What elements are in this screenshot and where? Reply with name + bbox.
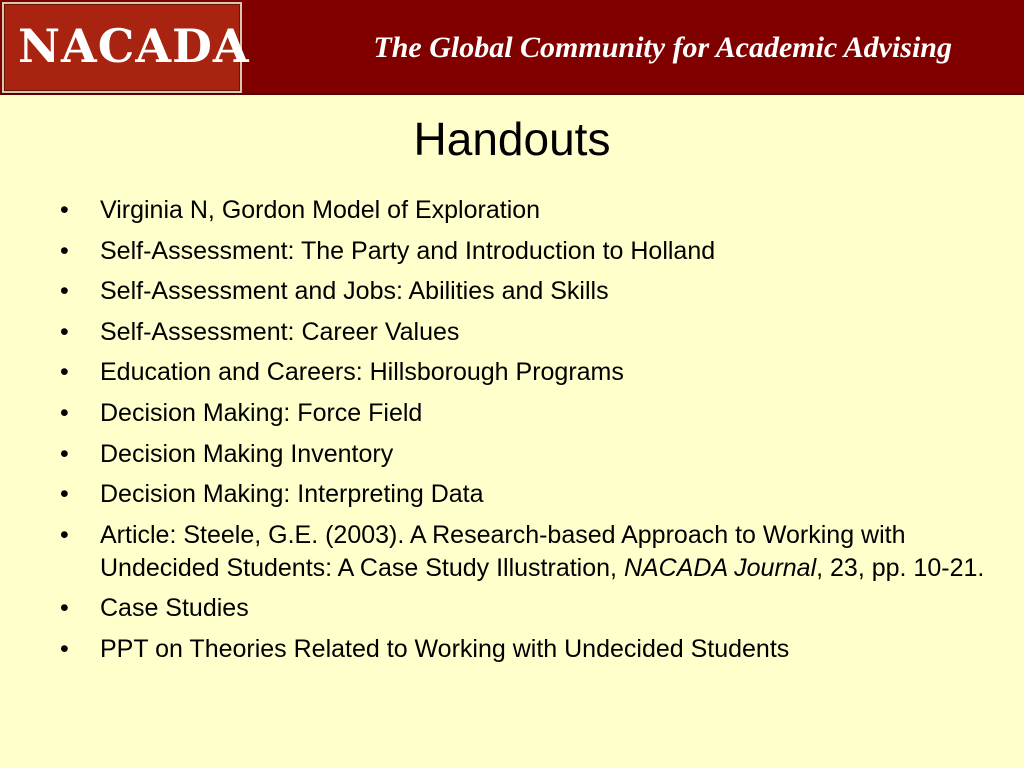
bullet-icon: • <box>60 634 69 663</box>
handout-item-text: Decision Making Inventory <box>100 439 394 468</box>
bullet-icon: • <box>60 439 69 468</box>
bullet-icon: • <box>60 196 69 224</box>
handout-item-text: Self-Assessment and Jobs: Abilities and Skills <box>100 277 609 306</box>
logo-text: NACADA <box>18 19 250 73</box>
handout-item <box>58 478 988 511</box>
bullet-icon: • <box>60 236 69 265</box>
bullet-icon: • <box>60 317 69 346</box>
handout-item-text: Virginia N, Gordon Model of Exploration <box>100 196 541 224</box>
header-tagline: The Global Community for Academic Advising <box>373 31 952 64</box>
slide-title: Handouts <box>413 113 611 165</box>
handout-item <box>58 235 988 268</box>
handout-item <box>58 438 988 471</box>
handout-item-text: Decision Making: Interpreting Data <box>100 480 484 509</box>
handout-item-text: Self-Assessment: Career Values <box>100 317 460 346</box>
handout-item <box>58 397 988 430</box>
bullet-icon: • <box>60 358 69 387</box>
handout-item-text: Article: Steele, G.E. (2003). A Research-based Approach to Working with Undecided Students: A Case Study Illustration, <box>100 520 906 582</box>
handouts-list <box>58 194 988 674</box>
handout-item-text: , 23, pp. 10-21. <box>816 553 985 582</box>
bullet-icon: • <box>60 480 69 509</box>
handout-item-text: Case Studies <box>100 594 249 623</box>
handout-item-text: Education and Careers: Hillsborough Programs <box>100 358 624 387</box>
handout-item-text: Decision Making: Force Field <box>100 398 423 427</box>
handout-item <box>58 633 988 666</box>
nacada-logo <box>2 2 250 93</box>
handout-item-text: Self-Assessment: The Party and Introduction to Holland <box>100 236 716 265</box>
handout-item <box>58 316 988 349</box>
handout-item-text: PPT on Theories Related to Working with Undecided Students <box>100 634 790 663</box>
bullet-icon: • <box>60 277 69 306</box>
bullet-icon: • <box>60 398 69 427</box>
handout-item <box>58 275 988 308</box>
journal-title: NACADA Journal <box>623 553 817 582</box>
handout-item <box>58 519 988 585</box>
handout-item <box>58 592 988 625</box>
bullet-icon: • <box>60 520 69 549</box>
handout-item <box>58 356 988 389</box>
header-banner <box>0 0 1024 95</box>
bullet-icon: • <box>60 594 69 623</box>
handout-item <box>58 194 988 227</box>
